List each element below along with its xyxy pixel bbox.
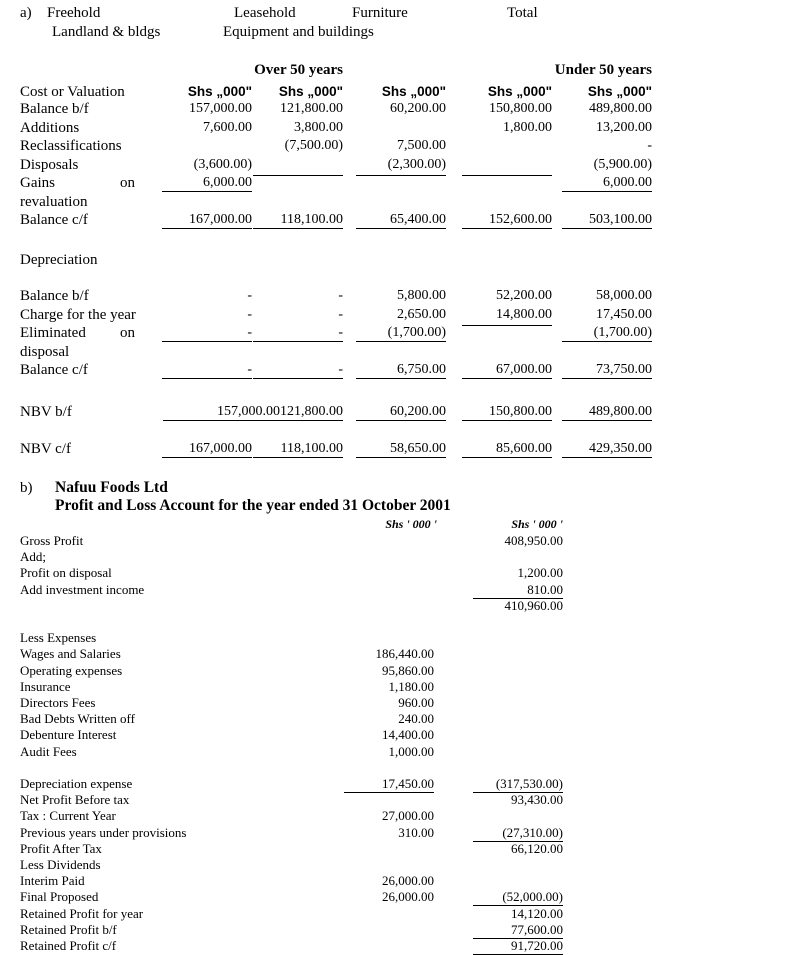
table-cell: 157,000.00 — [189, 101, 252, 116]
table-cell: - — [162, 325, 252, 342]
pl-cell-col1: 240.00 — [398, 711, 434, 727]
pl-row-label: Less Expenses — [20, 630, 97, 646]
table-cell: 6,000.00 — [162, 175, 252, 192]
table-cell: 167,000.00 — [162, 212, 252, 229]
pl-row-label: Interim Paid — [20, 873, 85, 889]
row-label: Reclassifications — [20, 138, 122, 154]
heading-furniture: Furniture — [352, 5, 408, 21]
pl-column-unit-2: Shs ' 000 ' — [511, 517, 563, 531]
table-cell: 3,800.00 — [294, 119, 343, 135]
pl-row-label: Less Dividends — [20, 857, 101, 872]
table-cell: (1,700.00) — [356, 325, 446, 342]
pl-row-label: Net Profit Before tax — [20, 792, 130, 808]
table-cell: (3,600.00) — [193, 156, 252, 172]
table-cell: 65,400.00 — [356, 212, 446, 229]
pl-cell-col2: 408,950.00 — [504, 533, 563, 548]
table-cell: 13,200.00 — [596, 119, 652, 135]
table-cell: 1,800.00 — [503, 119, 552, 135]
column-unit-5: Shs „000" — [587, 84, 652, 99]
column-unit-1: Shs „000" — [187, 84, 252, 99]
pl-cell-col2: (317,530.00) — [473, 776, 563, 793]
table-cell: - — [253, 325, 343, 342]
pl-row-label: Previous years under provisions — [20, 824, 187, 840]
row-label: Balance c/f — [20, 212, 88, 228]
row-label: Balance c/f — [20, 362, 88, 378]
table-cell — [462, 325, 552, 326]
pl-cell-col1: 960.00 — [398, 695, 434, 710]
heading-freehold-sub: Landland & bldgs — [52, 24, 161, 40]
pl-cell-col1: 186,440.00 — [375, 646, 434, 662]
nbv-bf-cell-5: 489,800.00 — [562, 404, 652, 421]
pl-cell-col1: 27,000.00 — [382, 808, 434, 824]
part-b-marker: b) — [20, 480, 33, 496]
table-cell: (2,300.00) — [387, 156, 446, 172]
pl-cell-col1: 310.00 — [398, 824, 434, 840]
pl-row-label: Insurance — [20, 678, 71, 694]
company-name: Nafuu Foods Ltd — [55, 479, 168, 496]
nbv-bf-cell-4: 150,800.00 — [462, 404, 552, 421]
pl-row-label: Add investment income — [20, 581, 145, 597]
pl-row-label: Tax : Current Year — [20, 808, 116, 824]
part-a-marker: a) — [20, 5, 32, 21]
table-cell: 58,000.00 — [596, 288, 652, 303]
row-label-continuation: on — [120, 175, 135, 191]
table-cell: 60,200.00 — [390, 101, 446, 116]
table-cell: 17,450.00 — [596, 306, 652, 322]
nbv-cf-cell-3: 58,650.00 — [356, 441, 446, 458]
pl-row-label: Profit on disposal — [20, 565, 112, 581]
table-cell: 150,800.00 — [489, 101, 552, 116]
table-cell: 7,500.00 — [397, 138, 446, 153]
pl-cell-col1: 14,400.00 — [382, 727, 434, 743]
table-cell: - — [338, 306, 343, 322]
pl-cell-col1: 26,000.00 — [382, 873, 434, 889]
pl-cell-col2: 410,960.00 — [504, 597, 563, 613]
table-cell: 67,000.00 — [462, 362, 552, 379]
pl-row-label: Retained Profit for year — [20, 905, 144, 921]
table-cell: - — [253, 362, 343, 379]
pl-row-label: Directors Fees — [20, 695, 96, 710]
table-cell: 6,750.00 — [356, 362, 446, 379]
heading-freehold: Freehold — [47, 5, 101, 21]
pl-row-label: Final Proposed — [20, 889, 99, 905]
nbv-bf-merged-cell: 157,000.00121,800.00 — [163, 404, 343, 421]
pl-cell-col1: 1,000.00 — [388, 743, 434, 759]
table-cell: 118,100.00 — [253, 212, 343, 229]
pl-cell-col2: 810.00 — [473, 582, 563, 599]
pl-cell-col1: 1,180.00 — [388, 678, 434, 694]
column-unit-2: Shs „000" — [278, 84, 343, 99]
table-cell — [462, 175, 552, 176]
cost-or-valuation-caption: Cost or Valuation — [20, 84, 125, 100]
pl-row-label: Depreciation expense — [20, 776, 133, 791]
row-label: Disposals — [20, 156, 79, 173]
table-cell — [253, 175, 343, 176]
row-label: revaluation — [20, 193, 88, 210]
table-cell: - — [338, 288, 343, 303]
pl-cell-col2: 77,600.00 — [473, 922, 563, 939]
table-cell: - — [247, 306, 252, 322]
pl-cell-col2: 1,200.00 — [517, 565, 563, 581]
table-cell: 7,600.00 — [203, 119, 252, 135]
table-cell: 489,800.00 — [589, 101, 652, 116]
statement-title: Profit and Loss Account for the year ended 31 October 2001 — [55, 497, 451, 514]
pl-column-unit-1: Shs ' 000 ' — [385, 517, 437, 531]
table-cell: (1,700.00) — [562, 325, 652, 342]
nbv-cf-cell-2: 118,100.00 — [253, 441, 343, 458]
heading-leasehold-sub: Equipment and buildings — [223, 24, 374, 40]
pl-cell-col2: (27,310.00) — [473, 825, 563, 842]
nbv-cf-label: NBV c/f — [20, 441, 71, 457]
table-cell: 503,100.00 — [562, 212, 652, 229]
row-label: disposal — [20, 343, 70, 360]
nbv-bf-cell-3: 60,200.00 — [356, 404, 446, 421]
column-unit-4: Shs „000" — [487, 84, 552, 99]
table-cell — [356, 175, 446, 176]
pl-cell-col2: 66,120.00 — [511, 840, 563, 856]
row-label: Charge for the year — [20, 306, 136, 323]
pl-cell-col2: 91,720.00 — [473, 938, 563, 955]
pl-cell-col1: 17,450.00 — [344, 776, 434, 793]
depreciation-caption: Depreciation — [20, 252, 98, 268]
row-label: Eliminated — [20, 325, 86, 341]
column-unit-3: Shs „000" — [381, 84, 446, 99]
pl-row-label: Audit Fees — [20, 743, 77, 759]
pl-cell-col2: 93,430.00 — [511, 792, 563, 808]
table-cell: 121,800.00 — [280, 101, 343, 116]
pl-cell-col1: 26,000.00 — [382, 889, 434, 905]
heading-total: Total — [507, 5, 538, 21]
nbv-bf-label: NBV b/f — [20, 404, 72, 420]
pl-cell-col1: 95,860.00 — [382, 662, 434, 678]
pl-row-label: Wages and Salaries — [20, 646, 121, 662]
table-cell: - — [247, 288, 252, 303]
pl-row-label: Retained Profit c/f — [20, 938, 117, 953]
table-cell: 152,600.00 — [462, 212, 552, 229]
table-cell: - — [162, 362, 252, 379]
pl-row-label: Gross Profit — [20, 533, 84, 548]
table-cell: 2,650.00 — [397, 306, 446, 322]
pl-row-label: Add; — [20, 549, 46, 565]
table-cell: 6,000.00 — [562, 175, 652, 192]
table-cell: (7,500.00) — [284, 138, 343, 153]
span-header-over-50: Over 50 years — [254, 62, 343, 78]
row-label: Gains — [20, 175, 55, 191]
table-cell: 52,200.00 — [496, 288, 552, 303]
pl-row-label: Retained Profit b/f — [20, 921, 117, 937]
pl-row-label: Debenture Interest — [20, 727, 117, 743]
table-cell: 14,800.00 — [496, 306, 552, 322]
nbv-cf-cell-1: 167,000.00 — [162, 441, 252, 458]
nbv-cf-cell-4: 85,600.00 — [462, 441, 552, 458]
table-cell: (5,900.00) — [593, 156, 652, 172]
table-cell: - — [647, 138, 652, 153]
row-label-continuation: on — [120, 325, 135, 341]
pl-row-label: Profit After Tax — [20, 840, 102, 856]
heading-leasehold: Leasehold — [234, 5, 296, 21]
pl-cell-col2: (52,000.00) — [473, 889, 563, 906]
table-cell: 5,800.00 — [397, 288, 446, 303]
nbv-cf-cell-5: 429,350.00 — [562, 441, 652, 458]
row-label: Balance b/f — [20, 288, 89, 304]
row-label: Balance b/f — [20, 101, 89, 117]
pl-row-label: Operating expenses — [20, 662, 123, 678]
table-cell: 73,750.00 — [562, 362, 652, 379]
pl-cell-col2: 14,120.00 — [511, 905, 563, 921]
pl-row-label: Bad Debts Written off — [20, 711, 135, 727]
row-label: Additions — [20, 119, 80, 136]
span-header-under-50: Under 50 years — [554, 62, 652, 78]
